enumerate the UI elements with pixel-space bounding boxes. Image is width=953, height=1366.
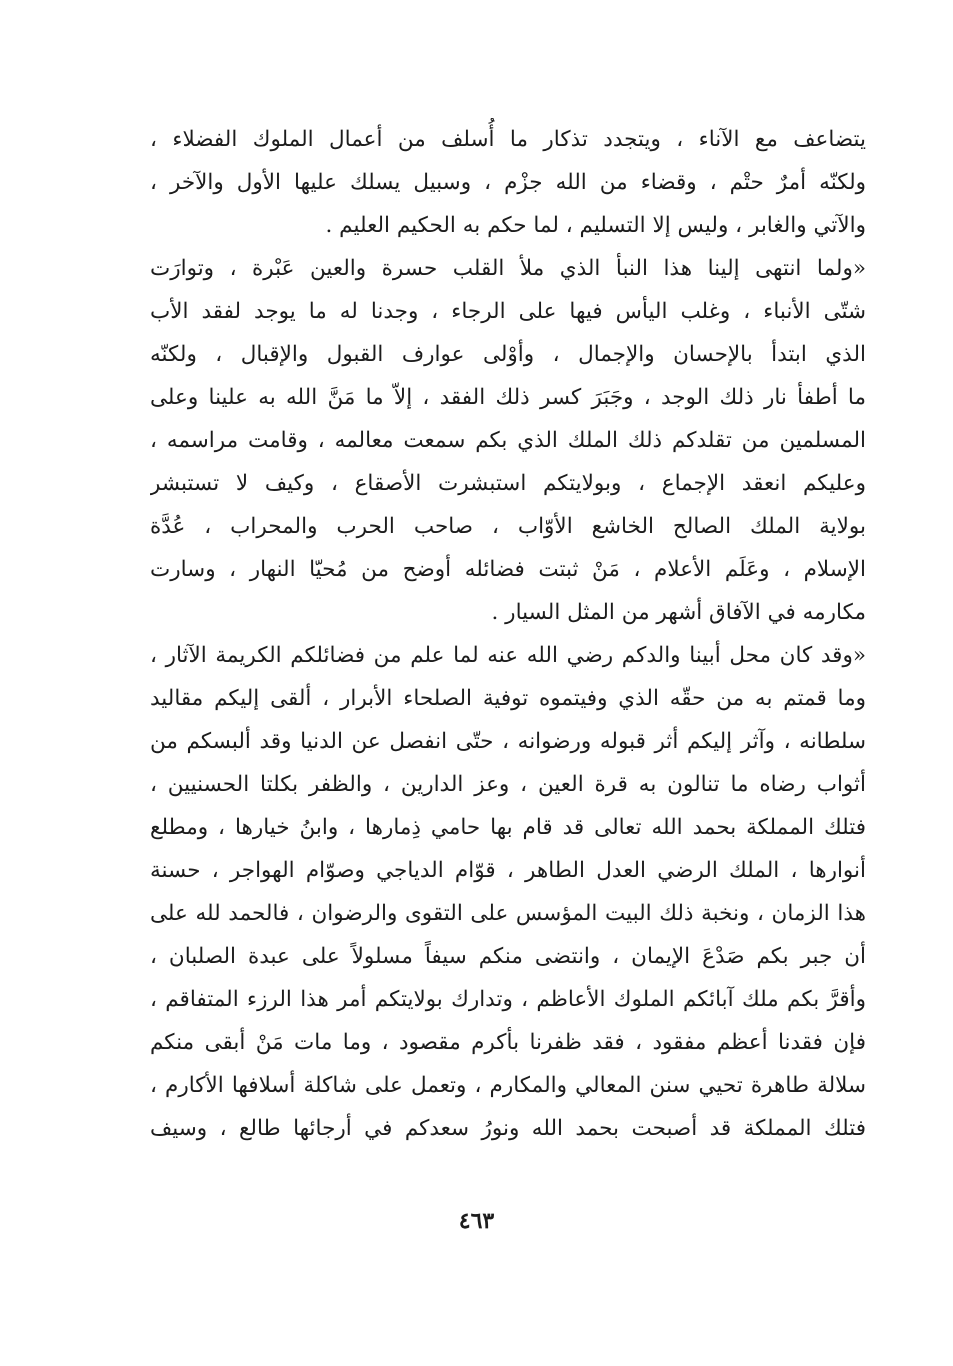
text-line: فتلك المملكة بحمد الله تعالى قد قام بها حامي ذِمارها ، وابنُ خيارها ، ومطلع bbox=[150, 815, 866, 840]
text-line: مكارمه في الآفاق أشهر من المثل السيار . bbox=[491, 600, 866, 625]
text-line: هذا الزمان ، ونخبة ذلك البيت المؤسس على التقوى والرضوان ، فالحمد لله على bbox=[150, 901, 866, 926]
text-line: يتضاعف مع الآناء ، ويتجدد تذكار ما أُسلف من أعمال الملوك الفضلاء ، bbox=[150, 127, 866, 152]
text-line: فإن فقدنا أعظم مفقود ، فقد ظفرنا بأكرم مقصود ، وما مات مَنْ أبقى منكم bbox=[150, 1030, 866, 1055]
text-line: وما قمتم به من حقّه الذي وفيتموه توفية الصلحاء الأبرار ، ألقى إليكم مقاليد bbox=[150, 686, 866, 711]
text-line: وعليكم انعقد الإجماع ، وبولايتكم استبشرت الأصقاع ، وكيف لا تستبشر bbox=[150, 471, 866, 496]
text-line: بولاية الملك الصالح الخاشع الأوّاب ، صاحب الحرب والمحراب ، عُدَّة bbox=[150, 514, 866, 539]
text-line: الذي ابتدأ بالإحسان والإجمال ، وأوْلى عوارف القبول والإقبال ، ولكنّه bbox=[150, 342, 866, 367]
text-line: أنوارها ، الملك الرضي العدل الطاهر ، قوّام الدياجي وصوّام الهواجر ، حسنة bbox=[150, 858, 866, 883]
text-line: والآتي والغابر ، وليس إلا التسليم ، لما حكم به الحكيم العليم . bbox=[325, 213, 866, 238]
text-line: ولكنّه أمرٌ حتْم ، وقضاء من الله جزْم ، وسبيل يسلك عليها الأول والآخر ، bbox=[150, 170, 866, 195]
text-line: المسلمين من تقلدكم ذلك الملك الذي بكم سمعت معالمه ، وقامت مراسمه ، bbox=[150, 428, 866, 453]
text-line: ما أطفأ نار ذلك الوجد ، وجَبَرَ كسر ذلك الفقد ، إلاّ ما مَنَّ الله به علينا وعلى bbox=[150, 385, 866, 410]
text-line: سلطانه ، وآثر إليكم أثر قبوله ورضوانه ، حتّى انفصل عن الدنيا وقد ألبسكم من bbox=[150, 729, 866, 754]
text-line: «ولما انتهى إلينا هذا النبأ الذي ملأ القلب حسرة والعين عَبْرة ، وتوارَت bbox=[150, 256, 866, 281]
text-line: سلالة طاهرة تحيي سنن المعالي والمكارم ، وتعمل على شاكلة أسلافها الأكارم ، bbox=[150, 1073, 866, 1098]
text-line: الإسلام ، وعَلَم الأعلام ، مَنْ ثبتت فضائله أوضح من مُحيّا النهار ، وسارت bbox=[150, 557, 866, 582]
text-line: وأقرَّ بكم ملك آبائكم الملوك الأعاظم ، وتدارك بولايتكم أمر هذا الرزء المتفاقم ، bbox=[150, 987, 866, 1012]
page-number: ٤٦٣ bbox=[458, 1208, 495, 1234]
text-line: فتلك المملكة قد أصبحت بحمد الله ونورُ سعدكم في أرجائها طالع ، وسيف bbox=[150, 1116, 866, 1141]
text-line: أثواب رضاه ما تنالون به قرة العين ، وعز الدارين ، والظفر بكلتا الحسنيين ، bbox=[150, 772, 866, 797]
text-line: أن جبر بكم صَدْعَ الإيمان ، وانتضى منكم سيفاً مسلولاً على عبدة الصلبان ، bbox=[150, 944, 866, 969]
body-text bbox=[150, 118, 866, 1150]
text-line: شتّى الأنباء ، وغلب اليأس فيها على الرجاء ، وجدنا له ما يوجد لفقد الأب bbox=[150, 299, 866, 324]
text-line: «وقد كان محل أبينا والدكم رضي الله عنه لما علم من فضائلكم الكريمة الآثار ، bbox=[150, 643, 866, 668]
